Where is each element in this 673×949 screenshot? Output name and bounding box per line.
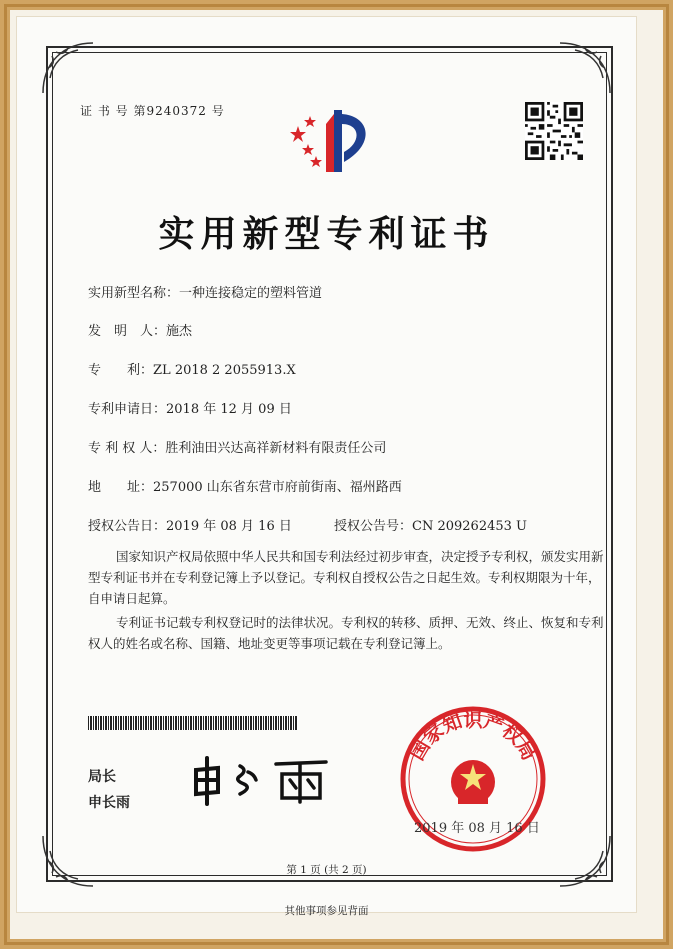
- field-utility-model-name: [88, 282, 322, 301]
- field-label: 地 址：: [88, 480, 154, 495]
- field-value: 257000 山东省东营市府前街南、福州路西: [153, 480, 402, 495]
- paragraph-grant-statement: 国家知识产权局依照中华人民共和国专利法经过初步审查，决定授予专利权，颁发实用新型专利证书并在专利登记簿上予以登记。专利权自授权公告之日起生效。专利权期限为十年，自申请日起算。: [88, 549, 604, 606]
- certificate-number: 证 书 号 第9240372 号: [80, 104, 225, 118]
- field-value: 一种连接稳定的塑料管道: [179, 286, 323, 301]
- field-label: 专 利：: [88, 363, 154, 378]
- seal-text: 国家知识产权局: [406, 709, 540, 765]
- signatory-title: 局长: [88, 769, 116, 785]
- field-value: 施杰: [166, 324, 193, 339]
- certificate-title: 实用新型专利证书: [158, 213, 495, 255]
- field-grant-date: [88, 515, 292, 534]
- field-patent-number: [88, 359, 296, 378]
- field-inventor: [88, 320, 192, 339]
- field-patentee: [88, 437, 386, 456]
- field-label: 实用新型名称：: [88, 286, 180, 301]
- patent-office-logo-icon: [284, 104, 384, 176]
- handwritten-signature-icon: [188, 752, 338, 808]
- qr-code-icon: [525, 102, 583, 160]
- field-label: 授权公告日：: [88, 519, 167, 534]
- field-label: 授权公告号：: [334, 519, 413, 534]
- field-label: 专 利 权 人：: [88, 441, 166, 456]
- page-indicator: 第 1 页 (共 2 页): [286, 864, 367, 876]
- corner-ornament-icon: [38, 38, 98, 98]
- footer-note: 其他事项参见背面: [284, 905, 369, 917]
- paragraph-legal-status: 专利证书记载专利权登记时的法律状况。专利权的转移、质押、无效、终止、恢复和专利权人的姓名或名称、国籍、地址变更等事项记载在专利登记簿上。: [88, 615, 604, 651]
- field-label: 专利申请日：: [88, 402, 167, 417]
- barcode-icon: [88, 716, 298, 730]
- certificate-paper: [16, 16, 637, 917]
- corner-ornament-icon: [555, 38, 615, 98]
- field-label: 发 明 人：: [88, 324, 167, 339]
- svg-text:国家知识产权局: [406, 708, 540, 764]
- corner-ornament-icon: [38, 831, 98, 891]
- field-grant-number: [334, 515, 527, 534]
- field-address: [88, 476, 402, 495]
- field-value: 胜利油田兴达高祥新材料有限责任公司: [165, 441, 387, 456]
- seal-date: 2019 年 08 月 16 日: [414, 821, 540, 836]
- field-value: ZL 2018 2 2055913.X: [153, 363, 296, 378]
- field-application-date: [88, 398, 292, 417]
- corner-ornament-icon: [555, 831, 615, 891]
- field-value: 2019 年 08 月 16 日: [166, 519, 292, 534]
- signatory-name: 申长雨: [88, 795, 130, 811]
- field-value: CN 209262453 U: [412, 519, 527, 534]
- field-value: 2018 年 12 月 09 日: [166, 402, 292, 417]
